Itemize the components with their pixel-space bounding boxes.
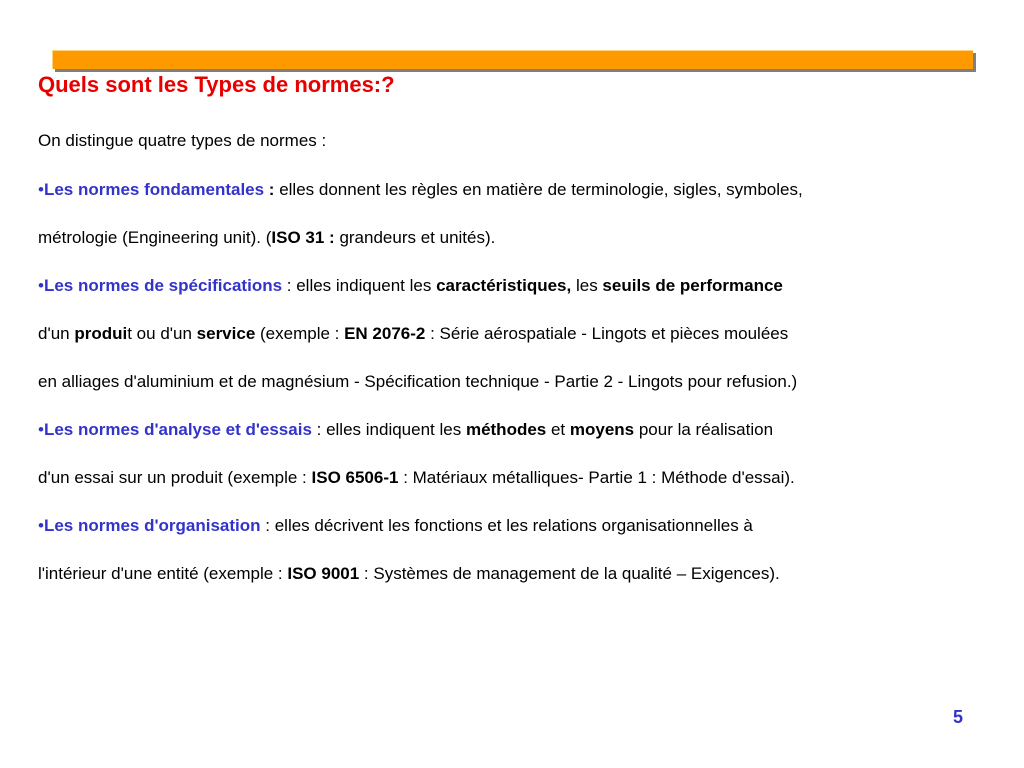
body-text: : Matériaux métalliques- Partie 1 : Méthode d'essai). xyxy=(398,468,795,487)
intro-text: On distingue quatre types de normes : xyxy=(38,131,327,150)
body-text: métrologie (Engineering unit). ( xyxy=(38,228,272,247)
standard-reference: ISO 31 : xyxy=(271,228,335,247)
emphasis-text: moyens xyxy=(569,420,635,439)
standard-reference: ISO 9001 xyxy=(287,564,360,583)
body-text: : elles indiquent les xyxy=(282,276,437,295)
body-text: grandeurs et unités). xyxy=(334,228,496,247)
item-heading: Les normes de spécifications xyxy=(43,276,283,295)
standard-reference: EN 2076-2 xyxy=(344,324,426,343)
bullet-icon: • xyxy=(38,420,44,439)
colon-text: : xyxy=(264,180,275,199)
emphasis-text: service xyxy=(196,324,256,343)
item-fondamentales-line-2 xyxy=(38,227,495,249)
emphasis-text: produi xyxy=(74,324,128,343)
body-text: : Systèmes de management de la qualité – Exigences). xyxy=(359,564,780,583)
body-text: : elles décrivent les fonctions et les relations organisationnelles à xyxy=(260,516,753,535)
item-fondamentales-line-1 xyxy=(38,179,803,201)
item-heading: Les normes d'organisation xyxy=(43,516,261,535)
bullet-icon: • xyxy=(38,276,44,295)
item-heading: Les normes d'analyse et d'essais xyxy=(43,420,312,439)
body-text: l'intérieur d'une entité (exemple : xyxy=(38,564,288,583)
standard-reference: ISO 6506-1 xyxy=(311,468,399,487)
body-text: : Série aérospatiale - Lingots et pièces moulées xyxy=(425,324,789,343)
body-text: t ou d'un xyxy=(127,324,197,343)
bullet-icon: • xyxy=(38,180,44,199)
item-heading: Les normes fondamentales xyxy=(43,180,265,199)
body-text: : elles indiquent les xyxy=(311,420,466,439)
body-text: pour la réalisation xyxy=(634,420,774,439)
item-analyse-line-1 xyxy=(38,419,773,441)
page-number: 5 xyxy=(952,707,963,727)
body-text: d'un essai sur un produit (exemple : xyxy=(38,468,312,487)
body-text: elles donnent les règles en matière de terminologie, sigles, symboles, xyxy=(274,180,803,199)
item-specifications-line-3: en alliages d'aluminium et de magnésium - Spécification technique - Partie 2 - Lingots pour refusion.) xyxy=(38,372,798,391)
item-specifications-line-2 xyxy=(38,323,788,345)
bullet-icon: • xyxy=(38,516,44,535)
body-text: (exemple : xyxy=(255,324,345,343)
body-text: d'un xyxy=(38,324,75,343)
slide-title: Quels sont les Types de normes:? xyxy=(38,72,395,97)
body-text: les xyxy=(571,276,603,295)
emphasis-text: caractéristiques, xyxy=(436,276,572,295)
item-specifications-line-1 xyxy=(38,275,783,297)
emphasis-text: méthodes xyxy=(465,420,547,439)
item-analyse-line-2 xyxy=(38,467,795,489)
item-organisation-line-2 xyxy=(38,563,780,585)
emphasis-text: seuils de performance xyxy=(602,276,783,295)
header-accent-bar xyxy=(52,50,973,69)
item-organisation-line-1 xyxy=(38,515,753,537)
body-text: et xyxy=(546,420,570,439)
